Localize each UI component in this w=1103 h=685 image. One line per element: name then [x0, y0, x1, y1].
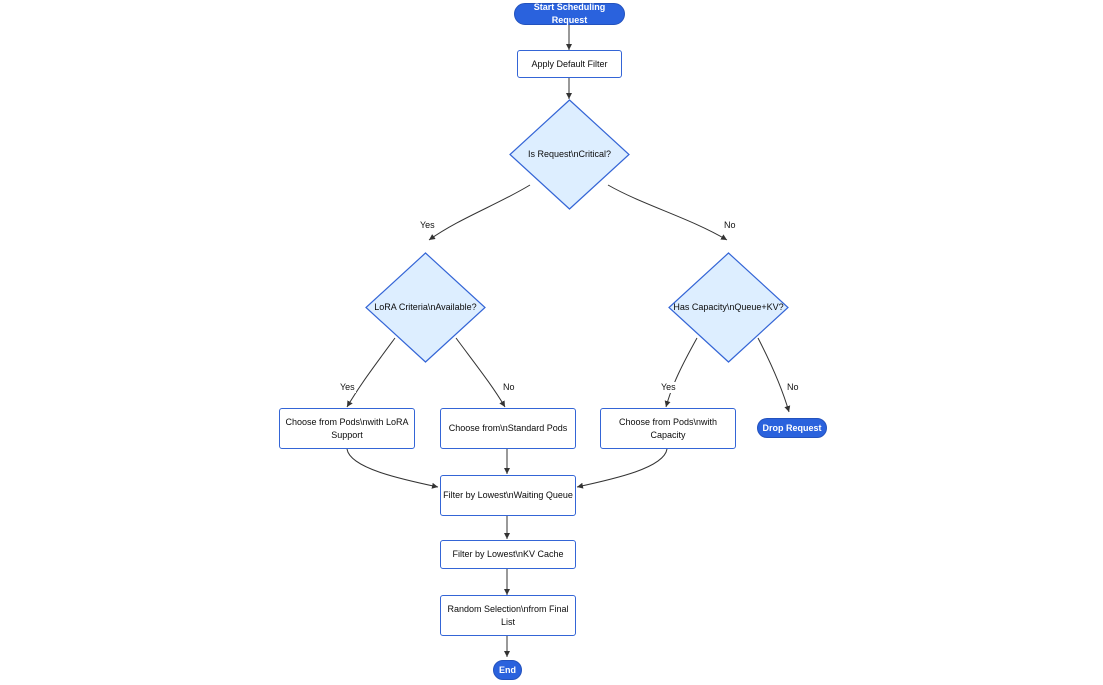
node-filter-kv-cache[interactable]: [440, 540, 576, 569]
edge-label-capacity-yes: Yes: [661, 382, 676, 392]
edge-label-lora-no: No: [503, 382, 515, 392]
node-has-capacity-label: Has Capacity\nQueue+KV?: [673, 302, 784, 312]
node-is-request-critical-label: Is Request\nCritical?: [527, 149, 612, 159]
node-apply-default-filter-label: Apply Default Filter: [531, 58, 608, 69]
node-end-label: End: [499, 664, 516, 675]
node-lora-criteria-available[interactable]: [365, 252, 486, 363]
node-choose-lora-pods-label: Choose from Pods\nwith LoRA Support: [285, 416, 409, 440]
node-drop-request-label: Drop Request: [762, 422, 822, 433]
node-end[interactable]: [493, 660, 522, 680]
edge-lorapods-queue: [347, 449, 438, 487]
edge-cappods-queue: [577, 449, 667, 487]
node-random-selection[interactable]: [440, 595, 576, 636]
node-start[interactable]: [514, 3, 625, 25]
node-choose-standard-pods-label: Choose from\nStandard Pods: [448, 423, 568, 433]
node-is-request-critical[interactable]: [509, 99, 630, 210]
node-choose-lora-pods[interactable]: [279, 408, 415, 449]
node-choose-standard-pods[interactable]: [440, 408, 576, 449]
node-start-label: Start Scheduling Request: [533, 2, 606, 25]
edge-label-capacity-no: No: [787, 382, 799, 392]
node-lora-criteria-available-label: LoRA Criteria\nAvailable?: [374, 302, 477, 312]
node-apply-default-filter[interactable]: [517, 50, 622, 78]
node-filter-kv-cache-label: Filter by Lowest\nKV Cache: [452, 549, 564, 559]
node-has-capacity[interactable]: [668, 252, 789, 363]
node-filter-waiting-queue-label: Filter by Lowest\nWaiting Queue: [443, 490, 573, 500]
edge-label-critical-yes: Yes: [420, 220, 435, 230]
node-choose-capacity-pods-label: Choose from Pods\nwith Capacity: [618, 416, 718, 440]
edge-label-critical-no: No: [724, 220, 736, 230]
node-choose-capacity-pods[interactable]: [600, 408, 736, 449]
node-filter-waiting-queue[interactable]: [440, 475, 576, 516]
node-random-selection-label: Random Selection\nfrom Final List: [447, 603, 569, 627]
edge-label-lora-yes: Yes: [340, 382, 355, 392]
node-drop-request[interactable]: [757, 418, 827, 438]
